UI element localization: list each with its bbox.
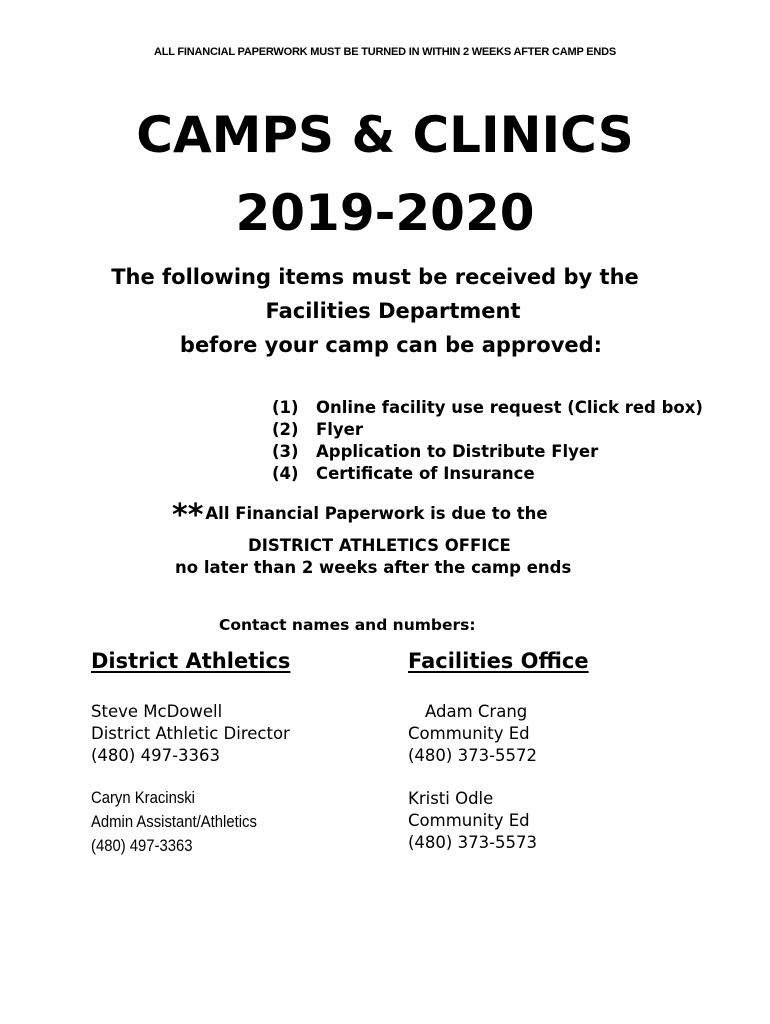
contact-phone: (480) 497-3363 (91, 746, 221, 765)
contact-name: Kristi Odle (408, 789, 494, 808)
financial-text: All Financial Paperwork is due to the (205, 504, 548, 523)
financial-notice-line1 (172, 498, 548, 533)
requirement-item (272, 463, 535, 485)
contact-name: Steve McDowell (91, 702, 223, 721)
asterisks: ** (172, 498, 204, 533)
page-title-year: 2019-2020 (235, 184, 535, 242)
notice-banner: ALL FINANCIAL PAPERWORK MUST BE TURNED IN WITHIN 2 WEEKS AFTER CAMP ENDS (153, 46, 617, 58)
requirement-item (272, 441, 598, 463)
requirements-intro-line1: The following items must be received by the (111, 265, 639, 289)
requirement-number: (2) (272, 420, 299, 439)
requirements-intro-line3: before your camp can be approved: (179, 333, 603, 357)
contact-role: District Athletic Director (91, 724, 290, 743)
facilities-office-heading: Facilities Office (408, 649, 589, 673)
requirement-number: (1) (272, 398, 299, 417)
requirements-intro-line2: Facilities Department (265, 299, 521, 323)
requirement-text: Application to Distribute Flyer (316, 442, 599, 461)
requirement-number: (4) (272, 464, 299, 483)
contact-role: Admin Assistant/Athletics (91, 813, 257, 831)
contacts-heading: Contact names and numbers: (219, 616, 476, 634)
contact-phone: (480) 373-5573 (408, 833, 538, 852)
district-athletics-heading: District Athletics (91, 649, 291, 673)
requirement-text: Certificate of Insurance (316, 464, 535, 483)
contact-phone: (480) 497-3363 (91, 837, 193, 855)
contact-card (408, 701, 537, 767)
financial-notice-line2: DISTRICT ATHLETICS OFFICE (248, 536, 511, 555)
contact-phone: (480) 373-5572 (408, 746, 538, 765)
requirement-item (272, 397, 703, 419)
page-title: CAMPS & CLINICS (136, 106, 634, 164)
online-facility-request-link[interactable]: Online facility use request (Click red box) (316, 398, 703, 417)
contact-role: Community Ed (408, 724, 530, 743)
contact-card (408, 788, 537, 854)
requirement-number: (3) (272, 442, 299, 461)
contact-name: Adam Crang (425, 702, 528, 721)
requirement-text: Flyer (316, 420, 364, 439)
contact-name: Caryn Kracinski (91, 789, 195, 807)
contact-role: Community Ed (408, 811, 530, 830)
contact-card (91, 701, 290, 767)
requirement-item (272, 419, 363, 441)
financial-notice-line3: no later than 2 weeks after the camp ends (175, 558, 572, 577)
contact-card (91, 786, 257, 858)
